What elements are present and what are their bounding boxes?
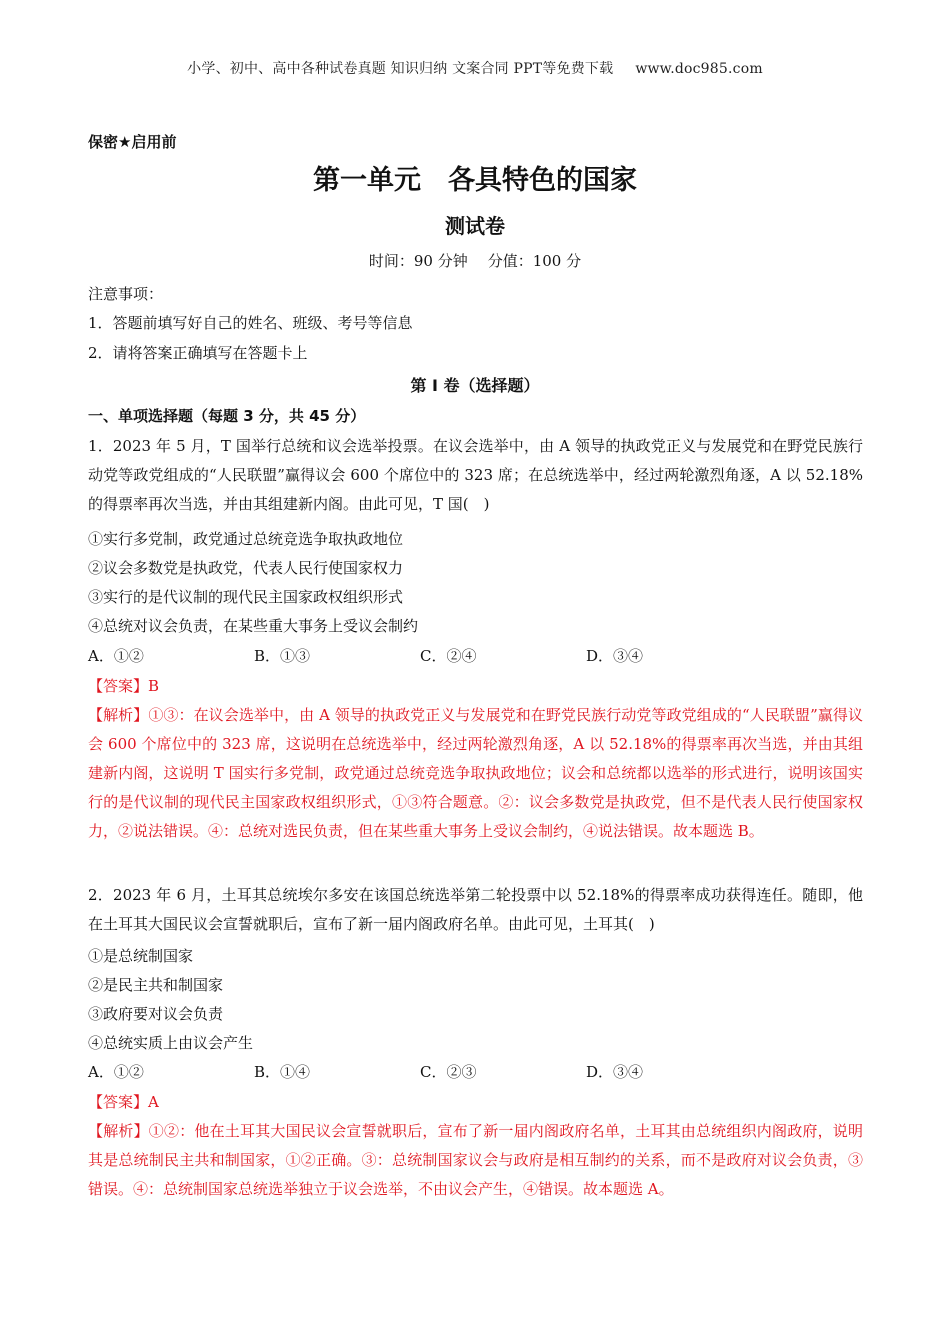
choice-a: A．①② — [88, 647, 144, 665]
analysis-text: 【解析】①②：他在土耳其大国民议会宣誓就职后，宣布了新一届内阁政府名单，土耳其由总统组织内阁政府，说明其是总统制民主共和制国家，①②正确。③：总统制国家议会与政府是相互制约的关系，而不是政府对议会负责，③错误。④：总统制国家总统选举独立于议会选举，不由议会产生，④错误。故本题选 A。 — [88, 1122, 863, 1198]
choice-b: B．①④ — [254, 1063, 311, 1081]
question-option: ④总统对议会负责，在某些重大事务上受议会制约 — [88, 617, 419, 635]
section-title: 第 I 卷（选择题） — [410, 376, 540, 395]
question-option: ③实行的是代议制的现代民主国家政权组织形式 — [88, 588, 404, 606]
header-text: 小学、初中、高中各种试卷真题 知识归纳 文案合同 PPT等免费下载 — [187, 61, 614, 77]
notes-heading: 注意事项： — [88, 285, 164, 303]
analysis-text: 【解析】①③：在议会选举中，由 A 领导的执政党正义与发展党和在野党民族行动党等政党组成的“人民联盟”赢得议会 600 个席位中的 323 席，这说明在总统选举中，经过两轮激烈角逐，A 以 52.18%的得票率再次当选，并由其组建新内阁，这说明 T 国实行多党制，政党通过总统竞选争取执政地位；议会和总统都以选举的形式进行，说明该国实行的是代议制的现代民主国家政权组织形式，①③符合题意。②：议会多数党是执政党，但不是代表人民行使国家权力，②说法错误。④：总统对选民负责，但在某些重大事务上受议会制约，④说法错误。故本题选 B。 — [88, 706, 863, 840]
question-option: ③政府要对议会负责 — [88, 1005, 224, 1023]
part-title: 一、单项选择题（每题 3 分，共 45 分） — [88, 407, 366, 425]
choice-b: B．①③ — [254, 647, 311, 665]
secret-label: 保密★启用前 — [88, 133, 177, 151]
note-item: 1．答题前填写好自己的姓名、班级、考号等信息 — [88, 314, 413, 332]
choice-c: C．②③ — [420, 1063, 477, 1081]
answer-label: 【答案】B — [88, 677, 160, 695]
page-subtitle: 测试卷 — [445, 214, 505, 238]
page-header — [0, 58, 950, 78]
exam-time: 时间：90 分钟 — [368, 252, 468, 270]
page-title: 第一单元 各具特色的国家 — [313, 165, 637, 196]
exam-meta — [0, 250, 950, 271]
question-option: ①是总统制国家 — [88, 947, 194, 965]
question-stem: 1．2023 年 5 月，T 国举行总统和议会选举投票。在议会选举中，由 A 领导的执政党正义与发展党和在野党民族行动党等政党组成的“人民联盟”赢得议会 600 个席位中的 323 席；在总统选举中，经过两轮激烈角逐，A 以 52.18%的得票率再次当选，并由其组建新内阁。由此可见，T 国( ) — [88, 437, 863, 513]
note-item: 2．请将答案正确填写在答题卡上 — [88, 344, 308, 362]
question-stem: 2．2023 年 6 月，土耳其总统埃尔多安在该国总统选举第二轮投票中以 52.18%的得票率成功获得连任。随即，他在土耳其大国民议会宣誓就职后，宣布了新一届内阁政府名单。由此可见，土耳其( ) — [88, 886, 863, 933]
choice-d: D．③④ — [586, 1063, 644, 1081]
question-option: ①实行多党制，政党通过总统竞选争取执政地位 — [88, 530, 404, 548]
answer-label: 【答案】A — [88, 1093, 159, 1111]
question-option: ②是民主共和制国家 — [88, 976, 224, 994]
header-site-link[interactable]: www.doc985.com — [635, 61, 763, 77]
answer-choices — [88, 1061, 863, 1082]
question-option: ④总统实质上由议会产生 — [88, 1034, 254, 1052]
choice-d: D．③④ — [586, 647, 644, 665]
choice-a: A．①② — [88, 1063, 144, 1081]
exam-score: 分值：100 分 — [487, 252, 582, 270]
question-option: ②议会多数党是执政党，代表人民行使国家权力 — [88, 559, 404, 577]
choice-c: C．②④ — [420, 647, 477, 665]
answer-choices — [88, 645, 863, 666]
